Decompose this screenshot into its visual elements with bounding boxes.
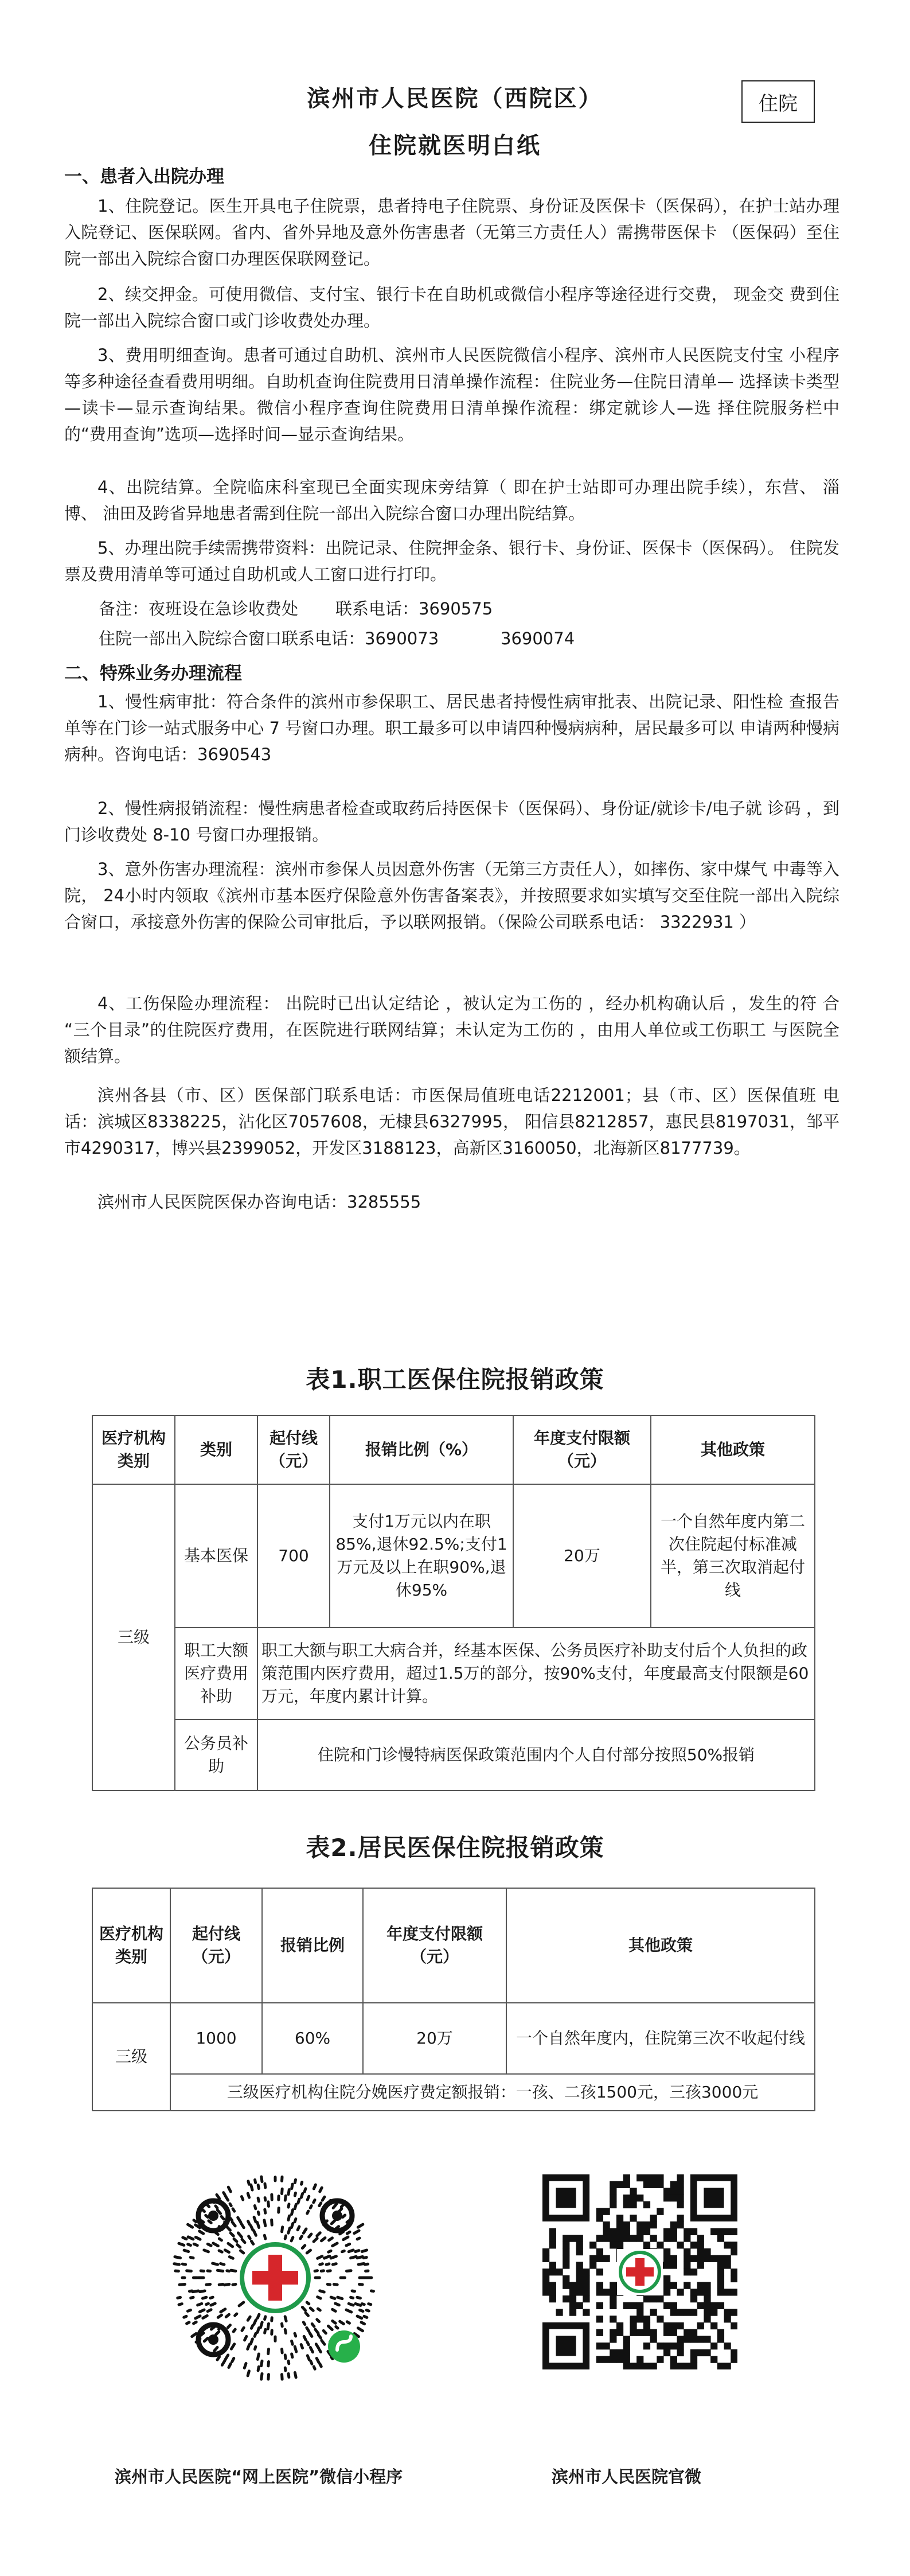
table2-threshold: 1000 xyxy=(170,2003,262,2074)
county-contacts: 滨州各县（市、区）医保部门联系电话：市医保局值班电话2212001；县（市、区）医保值班 电话：滨城区8338225，沾化区7057608，无棣县6327995， 阳信县8212857，惠民县8197031，邹平市4290317，博兴县2399052，开发区3188123，高新区3160050，北海新区8177739。 xyxy=(64,1085,839,1158)
section1-item4: 4、出院结算。全院临床科室现已全面实现床旁结算（ 即在护士站即可办理出院手续），东营、 淄博、 油田及跨省异地患者需到住院一部出入院综合窗口办理出院结算。 xyxy=(64,477,839,523)
table1-civil-desc: 住院和门诊慢特病医保政策范围内个人自付部分按照50%报销 xyxy=(257,1719,815,1791)
miniprogram-qr[interactable] xyxy=(172,2174,378,2381)
miniprogram-caption: 滨州市人民医院“网上医院”微信小程序 xyxy=(115,2467,403,2486)
section2-item3: 3、意外伤害办理流程：滨州市参保人员因意外伤害（无第三方责任人），如摔伤、家中煤气 中毒等入院， 24小时内领取《滨州市基本医疗保险意外伤害备案表》，并按照要求如实填写交至住院一部出入院综合窗口，承接意外伤害的保险公司审批后，予以联网报销。（保险公司联系电话： 3322931 ） xyxy=(64,859,839,932)
table2-header: 起付线（元） xyxy=(170,1888,262,2003)
official-account-caption: 滨州市人民医院官微 xyxy=(552,2467,702,2486)
page-title: 滨州市人民医院（西院区） xyxy=(307,85,603,112)
official-account-qr[interactable] xyxy=(542,2174,749,2381)
table2-ratio: 60% xyxy=(262,2003,363,2074)
miniprogram-code-icon xyxy=(172,2174,378,2381)
section1-item2: 2、续交押金。可使用微信、支付宝、银行卡在自助机或微信小程序等途径进行交费， 现金交 费到住院一部出入院综合窗口或门诊收费处办理。 xyxy=(64,285,839,330)
table1-header: 类别 xyxy=(175,1415,257,1484)
table2 xyxy=(92,1888,815,2111)
table2-limit: 20万 xyxy=(363,2003,506,2074)
section2-item1: 1、慢性病审批：符合条件的滨州市参保职工、居民患者持慢性病审批表、出院记录、阳性检 查报告单等在门诊一站式服务中心 7 号窗口办理。职工最多可以申请四种慢病病种，居民最多可以 申请两种慢病病种。咨询电话：3690543 xyxy=(64,692,839,764)
insurance-office-phone: 滨州市人民医院医保办咨询电话：3285555 xyxy=(97,1192,421,1212)
section2-item4: 4、工伤保险办理流程： 出院时已出认定结论 ，被认定为工伤的 ，经办机构确认后 ，发生的符 合 “三个目录”的住院医疗费用，在医院进行联网结算；未认定为工伤的 ，由用人单位或工伤职工 与医院全额结算。 xyxy=(64,994,839,1066)
table1-header: 报销比例（%） xyxy=(330,1415,513,1484)
table1-limit: 20万 xyxy=(513,1484,651,1628)
table2-level: 三级 xyxy=(92,2003,170,2111)
page-subtitle: 住院就医明白纸 xyxy=(369,133,541,159)
table2-maternity: 三级医疗机构住院分娩医疗费定额报销：一孩、二孩1500元，三孩3000元 xyxy=(170,2074,815,2111)
window-phone-note: 住院一部出入院综合窗口联系电话：3690073 xyxy=(99,629,439,648)
table1-ratio: 支付1万元以内在职85%,退休92.5%;支付1万元及以上在职90%,退休95% xyxy=(330,1484,513,1628)
table1-category-civil: 公务员补助 xyxy=(175,1719,257,1791)
section1-item1: 1、住院登记。医生开具电子住院票，患者持电子住院票、身份证及医保卡（医保码），在护士站办理入院登记、医保联网。省内、省外异地及意外伤害患者（无第三方责任人）需携带医保卡 （医保码）至住院一部出入院综合窗口办理医保联网登记。 xyxy=(64,196,839,269)
section1-item3: 3、费用明细查询。患者可通过自助机、滨州市人民医院微信小程序、滨州市人民医院支付宝 小程序等多种途径查看费用明细。自助机查询住院费用日清单操作流程：住院业务—住院日清单— 选择读卡类型—读卡—显示查询结果。微信小程序查询住院费用日清单操作流程：绑定就诊人—选 择住院服务栏中的“费用查询”选项—选择时间—显示查询结果。 xyxy=(64,345,839,444)
table1-title: 表1.职工医保住院报销政策 xyxy=(306,1365,604,1394)
table2-header: 报销比例 xyxy=(262,1888,363,2003)
table1-other: 一个自然年度内第二次住院起付标准减半，第三次取消起付线 xyxy=(651,1484,815,1628)
table2-header: 年度支付限额（元） xyxy=(363,1888,506,2003)
night-shift-note: 备注：夜班设在急诊收费处 xyxy=(99,599,299,618)
table1-category-large: 职工大额医疗费用补助 xyxy=(175,1628,257,1719)
section1-heading: 一、患者入出院办理 xyxy=(64,166,224,187)
table1-level: 三级 xyxy=(92,1484,175,1791)
qr-code-icon xyxy=(542,2174,737,2369)
table1 xyxy=(92,1415,815,1791)
table2-header: 医疗机构类别 xyxy=(92,1888,170,2003)
table1-header: 其他政策 xyxy=(651,1415,815,1484)
table1-threshold: 700 xyxy=(257,1484,330,1628)
table1-category-basic: 基本医保 xyxy=(175,1484,257,1628)
night-shift-phone: 联系电话：3690575 xyxy=(335,599,493,618)
section1-item5: 5、办理出院手续需携带资料：出院记录、住院押金条、银行卡、身份证、医保卡（医保码）。 住院发票及费用清单等可通过自助机或人工窗口进行打印。 xyxy=(64,538,839,584)
table1-large-desc: 职工大额与职工大病合并，经基本医保、公务员医疗补助支付后个人负担的政策范围内医疗费用，超过1.5万的部分，按90%支付，年度最高支付限额是60万元，年度内累计计算。 xyxy=(257,1628,815,1719)
table1-header: 年度支付限额（元） xyxy=(513,1415,651,1484)
section2-item2: 2、慢性病报销流程：慢性病患者检查或取药后持医保卡（医保码）、身份证/就诊卡/电子就 诊码 ，到门诊收费处 8-10 号窗口办理报销。 xyxy=(64,799,839,845)
table1-header: 医疗机构类别 xyxy=(92,1415,175,1484)
table2-header: 其他政策 xyxy=(506,1888,815,2003)
table2-other: 一个自然年度内，住院第三次不收起付线 xyxy=(506,2003,815,2074)
inpatient-tag: 住院 xyxy=(741,80,815,123)
table2-title: 表2.居民医保住院报销政策 xyxy=(306,1834,604,1862)
table1-header: 起付线（元） xyxy=(257,1415,330,1484)
window-phone-2: 3690074 xyxy=(501,629,575,648)
section2-heading: 二、特殊业务办理流程 xyxy=(64,663,242,684)
